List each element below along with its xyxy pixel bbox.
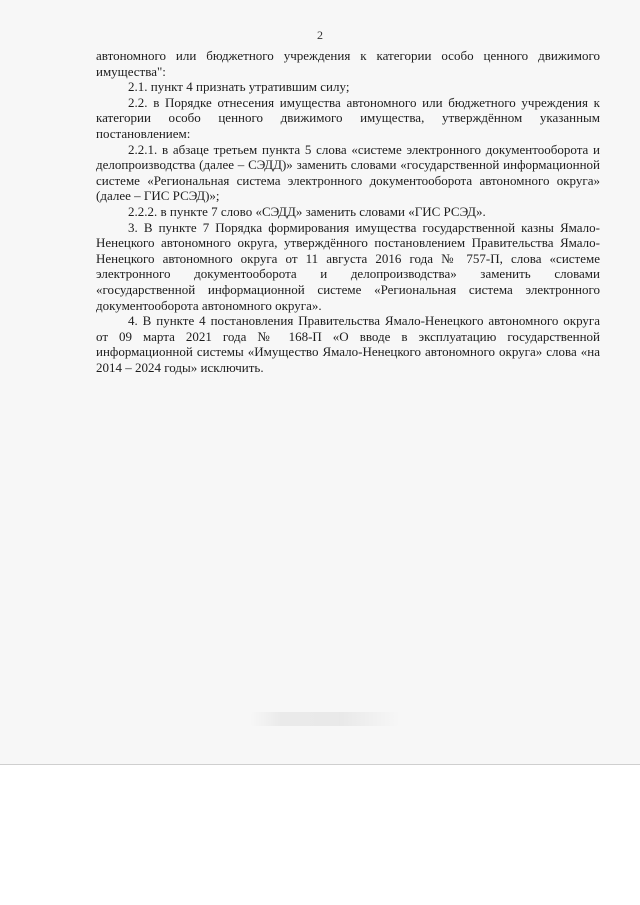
- paragraph-3: 3. В пункте 7 Порядка формирования имущества государственной казны Ямало-Ненецкого автономного округа, утверждённого постановлением Правительства Ямало-Ненецкого автономного округа от 11 августа 2016 года № 757-П, слова «системе электронного документооборота и делопроизводства» заменить словами «государственной информационной системе «Региональная система электронного документооборота автономного округа».: [96, 219, 600, 313]
- paragraph-continuation: автономного или бюджетного учреждения к категории особо ценного движимого имущества":: [96, 48, 600, 79]
- page-number: 2: [317, 28, 323, 42]
- paragraph-2-2-2: 2.2.2. в пункте 7 слово «СЭДД» заменить словами «ГИС РСЭД».: [128, 203, 486, 219]
- paragraph-2-2: 2.2. в Порядке отнесения имущества автономного или бюджетного учреждения к категории особо ценного движимого имущества, утверждённом указанным постановлением:: [96, 94, 600, 141]
- paragraph-2-2-1: 2.2.1. в абзаце третьем пункта 5 слова «системе электронного документооборота и делопроизводства (далее – СЭДД)» заменить словами «государственной информационной системе «Региональная система электронного документооборота автономного округа» (далее – ГИС РСЭД)»;: [96, 141, 600, 204]
- paragraph-2-1: 2.1. пункт 4 признать утратившим силу;: [128, 79, 350, 95]
- faded-stamp-trace: [250, 712, 400, 726]
- document-body: [96, 48, 600, 375]
- paragraph-4: 4. В пункте 4 постановления Правительства Ямало-Ненецкого автономного округа от 09 марта 2021 года № 168-П «О вводе в эксплуатацию государственной информационной системы «Имущество Ямало-Ненецкого автономного округа» слова «на 2014 – 2024 годы» исключить.: [96, 313, 600, 375]
